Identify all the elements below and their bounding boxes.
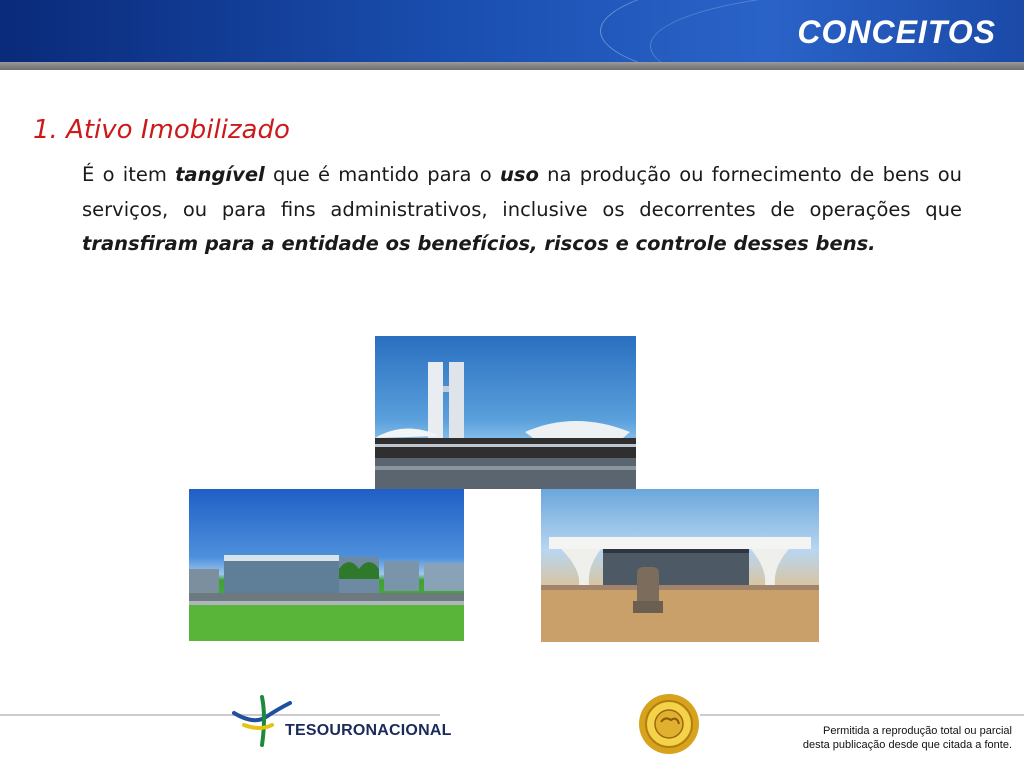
- header-divider: [0, 62, 1024, 70]
- section-heading: 1. Ativo Imobilizado: [33, 115, 290, 145]
- slide-title: CONCEITOS: [797, 14, 996, 50]
- emphasis-transfiram: transfiram para a entidade os benefícios, riscos e controle desses bens.: [82, 232, 876, 255]
- definition-paragraph: [82, 158, 962, 262]
- text-segment: que é mantido para o: [264, 163, 500, 186]
- emphasis-uso: uso: [499, 163, 539, 186]
- text-segment: na produção ou fornecimento de bens ou serviços, ou para fins administrativos, inclusive os decorrentes de operações que: [82, 163, 963, 221]
- ministries-photo: [189, 489, 464, 641]
- text-segment: É o item: [82, 163, 176, 186]
- emphasis-tangivel: tangível: [175, 163, 265, 186]
- footer-rule: [700, 714, 1024, 716]
- cfc-seal-logo: [637, 692, 701, 756]
- copyright-note: [752, 724, 1012, 752]
- copyright-line-1: Permitida a reprodução total ou parcial: [823, 725, 1012, 737]
- tesouro-nacional-wordmark: TESOURONACIONAL: [285, 722, 452, 739]
- supreme-court-photo: [541, 489, 819, 642]
- copyright-line-2: desta publicação desde que citada a fonte.: [802, 739, 1012, 751]
- congress-photo: [375, 336, 636, 489]
- header-banner: [0, 0, 1024, 62]
